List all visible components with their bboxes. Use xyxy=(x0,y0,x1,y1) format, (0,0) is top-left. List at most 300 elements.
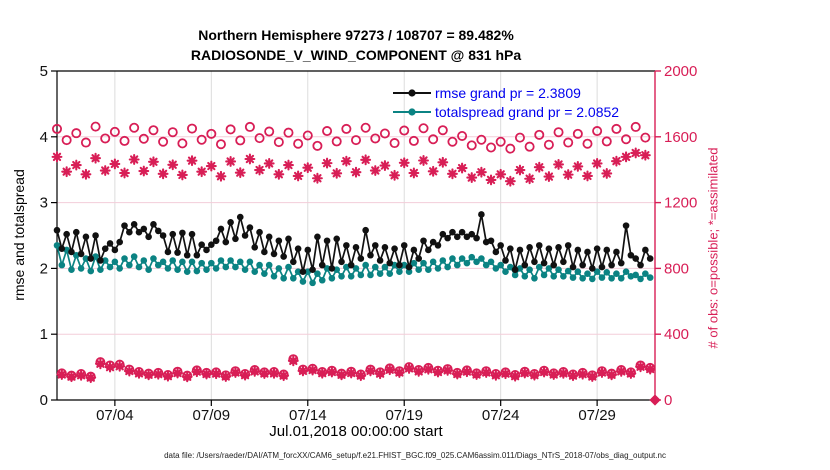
assimilated-marker xyxy=(564,170,573,179)
totalspread-marker xyxy=(247,259,254,266)
assimilated-marker xyxy=(86,373,95,382)
rmse-marker xyxy=(251,244,258,251)
possible-marker xyxy=(188,124,196,132)
rmse-marker xyxy=(546,245,553,252)
assimilated-marker xyxy=(284,161,293,170)
totalspread-marker xyxy=(550,273,557,280)
possible-marker xyxy=(545,141,553,149)
totalspread-marker xyxy=(584,270,591,277)
possible-marker xyxy=(169,128,177,136)
rmse-marker xyxy=(266,234,273,241)
assimilated-marker xyxy=(622,152,631,161)
rmse-marker xyxy=(256,229,263,236)
rmse-marker xyxy=(565,242,572,249)
rmse-marker xyxy=(165,249,172,256)
totalspread-marker xyxy=(112,259,119,266)
possible-marker xyxy=(227,125,235,133)
rmse-marker xyxy=(401,242,408,249)
rmse-marker xyxy=(285,235,292,242)
rmse-marker xyxy=(121,222,128,229)
totalspread-marker xyxy=(362,262,369,269)
possible-marker xyxy=(130,124,138,132)
totalspread-marker xyxy=(560,273,567,280)
rmse-marker xyxy=(435,242,442,249)
assimilated-marker xyxy=(525,174,534,183)
rmse-marker xyxy=(391,245,398,252)
assimilated-marker xyxy=(472,370,481,379)
assimilated-marker xyxy=(458,164,467,173)
rmse-marker xyxy=(473,235,480,242)
rmse-marker xyxy=(314,234,321,241)
assimilated-marker xyxy=(429,167,438,176)
assimilated-marker xyxy=(347,369,356,378)
possible-marker xyxy=(284,129,292,137)
totalspread-marker xyxy=(575,268,582,275)
assimilated-marker xyxy=(573,162,582,171)
rmse-marker xyxy=(647,255,654,262)
assimilated-marker xyxy=(303,163,312,172)
assimilated-marker xyxy=(443,366,452,375)
possible-marker xyxy=(140,135,148,143)
possible-marker xyxy=(487,143,495,151)
rmse-marker xyxy=(603,247,610,254)
assimilated-marker xyxy=(246,155,255,164)
assimilated-marker xyxy=(57,370,66,379)
totalspread-marker xyxy=(208,260,215,267)
assimilated-marker xyxy=(221,372,230,381)
totalspread-marker xyxy=(198,260,205,267)
totalspread-marker xyxy=(280,275,287,282)
totalspread-marker xyxy=(348,273,355,280)
rmse-marker xyxy=(309,266,316,273)
rmse-marker xyxy=(242,232,249,239)
possible-marker xyxy=(603,137,611,145)
rmse-marker xyxy=(155,228,162,235)
rmse-marker xyxy=(599,264,606,271)
totalspread-marker xyxy=(232,264,239,271)
right-tick-label: 400 xyxy=(664,326,690,344)
totalspread-marker xyxy=(261,270,268,277)
totalspread-marker xyxy=(570,274,577,281)
rmse-marker xyxy=(131,221,138,228)
possible-marker xyxy=(333,137,341,145)
assimilated-marker xyxy=(409,169,418,178)
rmse-marker xyxy=(555,244,562,251)
assimilated-marker xyxy=(164,372,173,381)
right-axis-label: # of obs: o=possible; *=assimilated xyxy=(705,147,721,349)
rmse-marker xyxy=(550,262,557,269)
totalspread-marker xyxy=(386,270,393,277)
rmse-marker xyxy=(415,255,422,262)
left-tick-label: 5 xyxy=(39,63,48,80)
assimilated-marker xyxy=(289,356,298,365)
rmse-marker xyxy=(338,259,345,266)
possible-marker xyxy=(120,137,128,145)
totalspread-marker xyxy=(464,260,471,267)
rmse-marker xyxy=(179,230,186,237)
right-tick-label: 1200 xyxy=(664,194,698,212)
totalspread-marker xyxy=(136,264,143,271)
assimilated-marker xyxy=(626,369,635,378)
rmse-marker xyxy=(425,247,432,254)
totalspread-marker xyxy=(107,264,114,271)
assimilated-marker xyxy=(197,167,206,176)
assimilated-marker xyxy=(110,160,119,169)
totalspread-marker xyxy=(319,277,326,284)
rmse-marker xyxy=(444,235,451,242)
assimilated-marker xyxy=(72,161,81,170)
assimilated-marker xyxy=(593,159,602,168)
rmse-marker xyxy=(579,262,586,269)
assimilated-marker xyxy=(583,172,592,181)
totalspread-marker xyxy=(213,265,220,272)
assimilated-marker xyxy=(236,168,245,177)
totalspread-marker xyxy=(266,262,273,269)
possible-marker xyxy=(275,138,283,146)
possible-marker xyxy=(632,123,640,131)
possible-marker xyxy=(468,141,476,149)
totalspread-marker xyxy=(459,255,466,262)
possible-marker xyxy=(342,125,350,133)
assimilated-marker xyxy=(453,370,462,379)
totalspread-marker xyxy=(396,268,403,275)
right-tick-label: 800 xyxy=(664,260,690,278)
totalspread-marker xyxy=(97,266,104,273)
totalspread-marker xyxy=(555,266,562,273)
rmse-marker xyxy=(107,240,114,247)
rmse-marker xyxy=(232,235,239,242)
assimilated-marker xyxy=(516,166,525,175)
possible-marker xyxy=(583,140,591,148)
rmse-marker xyxy=(372,242,379,249)
totalspread-marker xyxy=(184,268,191,275)
assimilated-marker xyxy=(279,371,288,380)
possible-marker xyxy=(371,134,379,142)
possible-marker xyxy=(419,124,427,132)
assimilated-marker xyxy=(540,368,549,377)
assimilated-marker xyxy=(491,371,500,380)
rmse-marker xyxy=(319,262,326,269)
totalspread-marker xyxy=(608,275,615,282)
rmse-marker xyxy=(333,235,340,242)
assimilated-marker xyxy=(120,169,129,178)
assimilated-marker xyxy=(395,368,404,377)
rmse-marker xyxy=(570,264,577,271)
assimilated-marker xyxy=(535,163,544,172)
rmse-marker xyxy=(97,257,104,264)
totalspread-marker xyxy=(613,270,620,277)
rmse-marker xyxy=(194,252,201,259)
totalspread-marker xyxy=(603,269,610,276)
rmse-marker xyxy=(304,247,311,254)
rmse-marker xyxy=(218,226,225,233)
totalspread-marker xyxy=(290,275,297,282)
rmse-marker xyxy=(87,255,94,262)
assimilated-marker xyxy=(183,372,192,381)
totalspread-marker xyxy=(618,275,625,282)
rmse-marker xyxy=(502,257,509,264)
totalspread-line-marker-icon xyxy=(391,105,435,119)
rmse-marker xyxy=(526,244,533,251)
rmse-marker xyxy=(198,241,205,248)
assimilated-marker xyxy=(250,367,259,376)
possible-marker xyxy=(535,131,543,139)
rmse-marker xyxy=(343,242,350,249)
totalspread-marker xyxy=(488,259,495,266)
assimilated-marker xyxy=(67,372,76,381)
assimilated-marker xyxy=(549,370,558,379)
assimilated-marker xyxy=(91,154,100,163)
rmse-marker xyxy=(169,231,176,238)
rmse-marker xyxy=(126,229,133,236)
possible-marker xyxy=(178,139,186,147)
assimilated-marker xyxy=(467,173,476,182)
totalspread-marker xyxy=(160,259,167,266)
assimilated-marker xyxy=(371,166,380,175)
assimilated-marker xyxy=(607,370,616,379)
rmse-marker xyxy=(493,249,500,256)
assimilated-marker xyxy=(496,170,505,179)
totalspread-marker xyxy=(589,276,596,283)
totalspread-marker xyxy=(203,266,210,273)
assimilated-marker xyxy=(506,177,515,186)
totalspread-marker xyxy=(116,265,123,272)
assimilated-marker xyxy=(212,369,221,378)
rmse-marker xyxy=(386,260,393,267)
assimilated-marker xyxy=(588,372,597,381)
totalspread-marker xyxy=(599,274,606,281)
x-axis-label: Jul.01,2018 00:00:00 start xyxy=(269,423,443,440)
rmse-marker xyxy=(295,245,302,252)
assimilated-marker xyxy=(376,369,385,378)
rmse-marker xyxy=(608,262,615,269)
rmse-marker xyxy=(497,242,504,249)
possible-marker xyxy=(294,140,302,148)
totalspread-marker xyxy=(526,266,533,273)
possible-marker xyxy=(72,129,80,137)
rmse-marker xyxy=(92,232,99,239)
assimilated-marker xyxy=(448,169,457,178)
assimilated-marker xyxy=(477,168,486,177)
totalspread-marker xyxy=(165,265,172,272)
totalspread-marker xyxy=(309,280,316,287)
totalspread-marker xyxy=(579,275,586,282)
x-tick-label: 07/09 xyxy=(192,407,231,424)
assimilated-marker xyxy=(274,170,283,179)
totalspread-marker xyxy=(623,268,630,275)
assimilated-marker xyxy=(554,160,563,169)
totalspread-marker xyxy=(276,265,283,272)
assimilated-marker xyxy=(101,166,110,175)
totalspread-marker xyxy=(121,255,128,262)
rmse-marker xyxy=(112,247,119,254)
left-tick-label: 4 xyxy=(39,128,48,146)
assimilated-marker xyxy=(168,160,177,169)
legend-label-rmse: rmse grand pr = 2.3809 xyxy=(435,85,581,101)
assimilated-marker xyxy=(332,169,341,178)
zero-obs-end-marker xyxy=(650,395,661,406)
assimilated-marker xyxy=(598,368,607,377)
totalspread-marker xyxy=(78,265,85,272)
left-tick-label: 0 xyxy=(39,392,48,409)
assimilated-marker xyxy=(569,371,578,380)
totalspread-marker xyxy=(218,257,225,264)
totalspread-marker xyxy=(68,266,75,273)
totalspread-marker xyxy=(420,260,427,267)
totalspread-marker xyxy=(444,264,451,271)
assimilated-marker xyxy=(207,162,216,171)
rmse-marker xyxy=(531,259,538,266)
possible-marker xyxy=(516,134,524,142)
totalspread-marker xyxy=(194,268,201,275)
assimilated-marker xyxy=(381,161,390,170)
possible-marker xyxy=(410,137,418,145)
assimilated-marker xyxy=(270,369,279,378)
assimilated-marker xyxy=(352,168,361,177)
assimilated-marker xyxy=(62,167,71,176)
rmse-marker xyxy=(517,247,524,254)
assimilated-marker xyxy=(636,362,645,371)
totalspread-marker xyxy=(478,255,485,262)
rmse-marker xyxy=(160,232,167,239)
rmse-marker xyxy=(560,259,567,266)
rmse-marker xyxy=(358,255,365,262)
possible-marker xyxy=(448,138,456,146)
totalspread-marker xyxy=(497,262,504,269)
totalspread-marker xyxy=(468,254,475,261)
rmse-marker xyxy=(367,252,374,259)
assimilated-marker xyxy=(96,359,105,368)
left-tick-label: 2 xyxy=(39,260,48,278)
x-tick-label: 07/04 xyxy=(96,407,134,424)
totalspread-marker xyxy=(415,266,422,273)
totalspread-marker xyxy=(126,262,133,269)
rmse-marker xyxy=(329,265,336,272)
totalspread-marker xyxy=(435,265,442,272)
rmse-marker xyxy=(145,234,152,241)
rmse-marker xyxy=(189,231,196,238)
assimilated-marker xyxy=(602,169,611,178)
totalspread-marker xyxy=(637,276,644,283)
assimilated-marker xyxy=(327,368,336,377)
totalspread-marker xyxy=(169,257,176,264)
totalspread-marker xyxy=(285,264,292,271)
rmse-marker xyxy=(203,247,210,254)
left-tick-label: 3 xyxy=(39,194,48,212)
assimilated-marker xyxy=(106,363,115,372)
possible-marker xyxy=(458,132,466,140)
totalspread-marker xyxy=(59,262,66,269)
x-tick-label: 07/24 xyxy=(481,407,520,424)
assimilated-marker xyxy=(265,159,274,168)
totalspread-marker xyxy=(377,270,384,277)
assimilated-marker xyxy=(260,369,269,378)
assimilated-marker xyxy=(482,368,491,377)
totalspread-marker xyxy=(425,266,432,273)
possible-marker xyxy=(362,124,370,132)
assimilated-marker xyxy=(135,369,144,378)
assimilated-marker xyxy=(318,369,327,378)
rmse-marker xyxy=(613,249,620,256)
rmse-marker xyxy=(222,239,229,246)
assimilated-marker xyxy=(130,155,139,164)
totalspread-marker xyxy=(440,257,447,264)
assimilated-marker xyxy=(139,167,148,176)
rmse-marker xyxy=(227,219,234,226)
totalspread-marker xyxy=(237,259,244,266)
rmse-marker xyxy=(150,221,157,228)
assimilated-marker xyxy=(294,172,303,181)
rmse-marker xyxy=(411,247,418,254)
right-tick-label: 0 xyxy=(664,392,673,409)
assimilated-marker xyxy=(612,157,621,166)
chart-subtitle: RADIOSONDE_V_WIND_COMPONENT @ 831 hPa xyxy=(190,47,522,63)
assimilated-marker xyxy=(501,369,510,378)
left-tick-label: 1 xyxy=(39,326,48,344)
rmse-marker xyxy=(116,239,123,246)
right-tick-label: 1600 xyxy=(664,128,698,146)
assimilated-marker xyxy=(323,159,332,168)
assimilated-marker xyxy=(463,367,472,376)
totalspread-marker xyxy=(145,266,152,273)
rmse-marker xyxy=(271,251,278,258)
totalspread-marker xyxy=(372,264,379,271)
rmse-marker xyxy=(73,229,80,236)
rmse-marker xyxy=(348,262,355,269)
possible-marker xyxy=(149,126,157,134)
rmse-marker xyxy=(68,249,75,256)
assimilated-marker xyxy=(149,157,158,166)
rmse-marker xyxy=(247,224,254,231)
possible-marker xyxy=(246,123,254,131)
totalspread-marker xyxy=(454,262,461,269)
assimilated-marker xyxy=(520,369,529,378)
rmse-marker xyxy=(174,249,181,256)
totalspread-marker xyxy=(227,257,234,264)
rmse-marker xyxy=(59,245,66,252)
possible-marker xyxy=(313,142,321,150)
assimilated-marker xyxy=(487,175,496,184)
assimilated-marker xyxy=(366,366,375,375)
assimilated-marker xyxy=(631,149,640,158)
rmse-marker xyxy=(541,260,548,267)
rmse-marker xyxy=(396,262,403,269)
assimilated-marker xyxy=(188,156,197,165)
possible-marker xyxy=(265,127,273,135)
assimilated-marker xyxy=(77,371,86,380)
rmse-marker xyxy=(362,227,369,234)
rmse-marker xyxy=(276,237,283,244)
possible-marker xyxy=(82,138,90,146)
assimilated-marker xyxy=(299,366,308,375)
totalspread-marker xyxy=(242,266,249,273)
x-tick-label: 07/14 xyxy=(289,407,327,424)
rmse-marker xyxy=(507,245,514,252)
totalspread-marker xyxy=(271,273,278,280)
rmse-marker xyxy=(594,245,601,252)
legend xyxy=(391,84,619,121)
assimilated-marker xyxy=(241,371,250,380)
totalspread-marker xyxy=(179,259,186,266)
rmse-marker xyxy=(454,234,461,241)
rmse-marker xyxy=(324,237,331,244)
totalspread-marker xyxy=(174,266,181,273)
assimilated-marker xyxy=(154,370,163,379)
data-file-path: data file: /Users/raeder/DAI/ATM_forcXX/CAM6_setup/f.e21.FHIST_BGC.f09_025.CAM6assim.011/Diags_NTrS_2018-07/obs_diag_output.nc xyxy=(164,451,666,460)
assimilated-marker xyxy=(313,174,322,183)
rmse-marker xyxy=(382,244,389,251)
totalspread-marker xyxy=(367,272,374,279)
